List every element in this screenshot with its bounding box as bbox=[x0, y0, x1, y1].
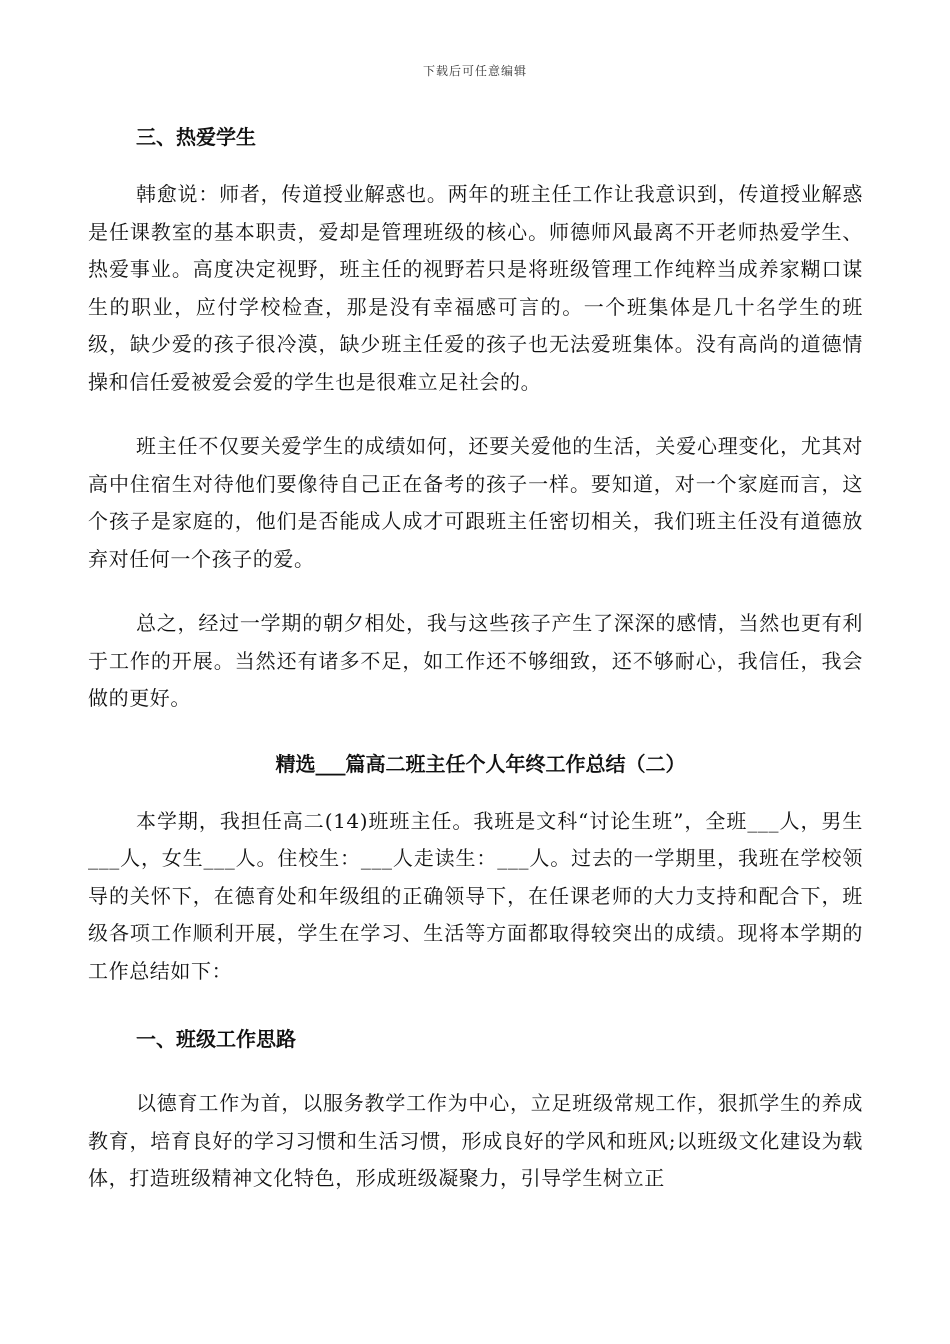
paragraph-conclusion: 总之，经过一学期的朝夕相处，我与这些孩子产生了深深的感情，当然也更有利于工作的开展。当然还有诸多不足，如工作还不够细致，还不够耐心，我信任，我会做的更好。 bbox=[88, 611, 863, 710]
page-header: 下载后可任意编辑 bbox=[422, 64, 527, 78]
paragraph-han-yu: 韩愈说：师者，传道授业解惑也。两年的班主任工作让我意识到，传道授业解惑是任课教室的基本职责，爱却是管理班级的核心。师德师风最离不开老师热爱学生、热爱事业。高度决定视野，班主任的视野若只是将班级管理工作纯粹当成养家糊口谋生的职业，应付学校检查，那是没有幸福感可言的。一个班集体是几十名学生的班级，缺少爱的孩子很冷漠，缺少班主任爱的孩子也无法爱班集体。没有高尚的道德情操和信任爱被爱会爱的学生也是很难立足社会的。 bbox=[88, 182, 863, 394]
section-heading-love-students: 三、热爱学生 bbox=[136, 125, 256, 149]
paragraph-work-approach: 以德育工作为首，以服务教学工作为中心，立足班级常规工作，狠抓学生的养成教育，培育良好的学习习惯和生活习惯，形成良好的学风和班风;以班级文化建设为载体，打造班级精神文化特色，形成班级凝聚力，引导学生树立正 bbox=[88, 1091, 863, 1190]
spacer bbox=[88, 718, 863, 745]
spacer bbox=[88, 156, 863, 176]
paragraph-intro: 本学期，我担任高二(14)班班主任。我班是文科“讨论生班”，全班___人，男生___人，女生___人。住校生：___人走读生：___人。过去的一学期里，我班在学校领导的关怀下，在德育处和年级组的正确领导下，在任课老师的大力支持和配合下，班级各项工作顺利开展，学生在学习、生活等方面都取得较突出的成绩。现将本学期的工作总结如下： bbox=[88, 808, 863, 983]
spacer bbox=[88, 1058, 863, 1085]
paragraph-care-students: 班主任不仅要关爱学生的成绩如何，还要关爱他的生活，关爱心理变化，尤其对高中住宿生对待他们要像待自己正在备考的孩子一样。要知道，对一个家庭而言，这个孩子是家庭的，他们是否能成人成才可跟班主任密切相关，我们班主任没有道德放弃对任何一个孩子的爱。 bbox=[88, 434, 863, 571]
section-heading-work-approach: 一、班级工作思路 bbox=[136, 1027, 296, 1051]
spacer bbox=[88, 578, 863, 605]
spacer bbox=[88, 783, 863, 803]
article-title-two: 精选___篇高二班主任个人年终工作总结（二） bbox=[275, 751, 686, 776]
spacer bbox=[88, 990, 863, 1020]
document-body bbox=[88, 118, 863, 1198]
spacer bbox=[88, 401, 863, 428]
